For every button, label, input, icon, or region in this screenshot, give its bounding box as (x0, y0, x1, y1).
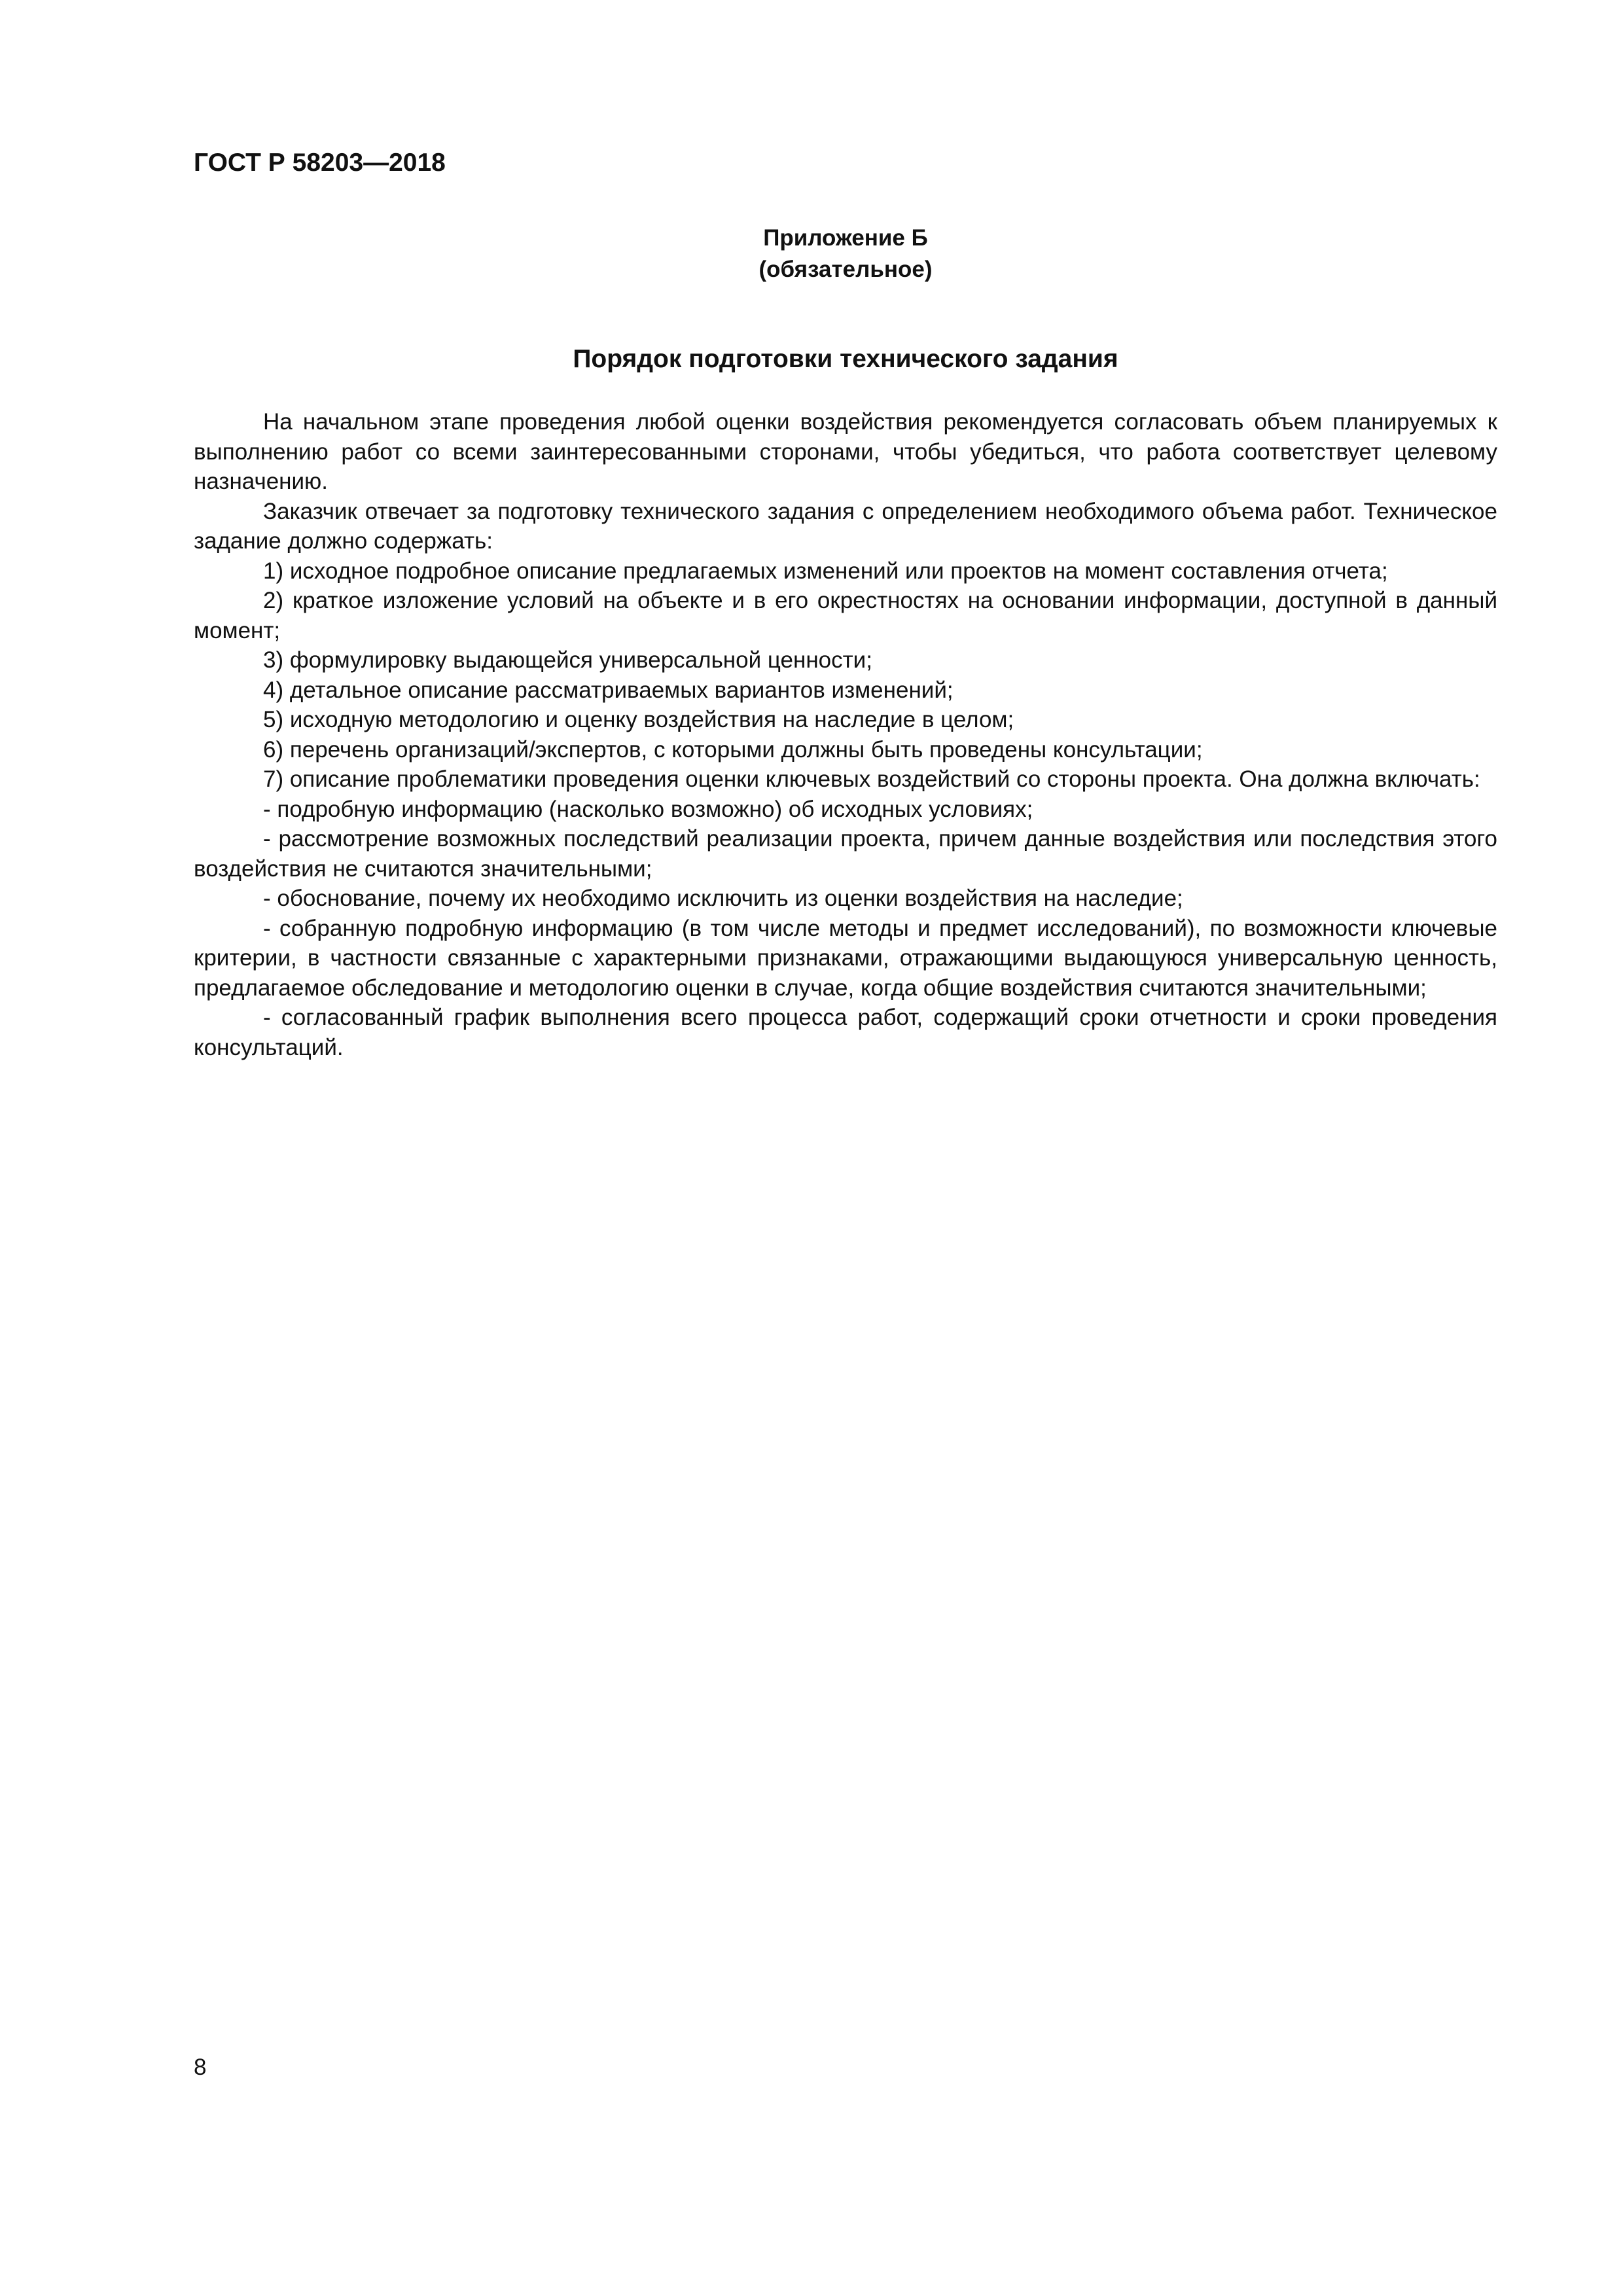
appendix-status: (обязательное) (758, 257, 933, 282)
section-title: Порядок подготовки технического задания (573, 345, 1118, 373)
body-text (194, 407, 1497, 1062)
list-item: 1) исходное подробное описание предлагаемых изменений или проектов на момент составления отчета; (263, 558, 1388, 584)
list-item: 6) перечень организаций/экспертов, с которыми должны быть проведены консультации; (263, 736, 1203, 762)
list-item: 7) описание проблематики проведения оценки ключевых воздействий со стороны проекта. Она должна включать: (263, 766, 1480, 792)
appendix-heading (194, 223, 1497, 285)
list-item: 5) исходную методологию и оценку воздействия на наследие в целом; (263, 707, 1014, 732)
list-item: 3) формулировку выдающейся универсальной ценности; (263, 647, 872, 673)
list-item: 2) краткое изложение условий на объекте и в его окрестностях на основании информации, доступной в данный момент; (194, 588, 1497, 643)
paragraph: На начальном этапе проведения любой оценки воздействия рекомендуется согласовать объем планируемых к выполнению работ со всеми заинтересованными сторонами, чтобы убедиться, что работа соответствует целевому назначению. (194, 409, 1497, 494)
paragraph: Заказчик отвечает за подготовку технического задания с определением необходимого объема работ. Техническое задание должно содержать: (194, 498, 1497, 554)
sub-list-item: - обоснование, почему их необходимо исключить из оценки воздействия на наследие; (263, 886, 1183, 911)
page-number: 8 (194, 2054, 207, 2080)
document-code: ГОСТ Р 58203—2018 (194, 149, 446, 177)
appendix-title: Приложение Б (763, 225, 928, 251)
sub-list-item: - согласованный график выполнения всего процесса работ, содержащий сроки отчетности и сроки проведения консультаций. (194, 1005, 1497, 1060)
sub-list-item: - подробную информацию (насколько возможно) об исходных условиях; (263, 796, 1033, 822)
sub-list-item: - рассмотрение возможных последствий реализации проекта, причем данные воздействия или последствия этого воздействия не считаются значительными; (194, 826, 1497, 882)
sub-list-item: - собранную подробную информацию (в том числе методы и предмет исследований), по возможности ключевые критерии, в частности связанные с характерными признаками, отражающими выдающуюся универсальную ценность, предлагаемое обследование и методологию оценки в случае, когда общие воздействия считаются значительными; (194, 915, 1497, 1001)
list-item: 4) детальное описание рассматриваемых вариантов изменений; (263, 677, 954, 703)
